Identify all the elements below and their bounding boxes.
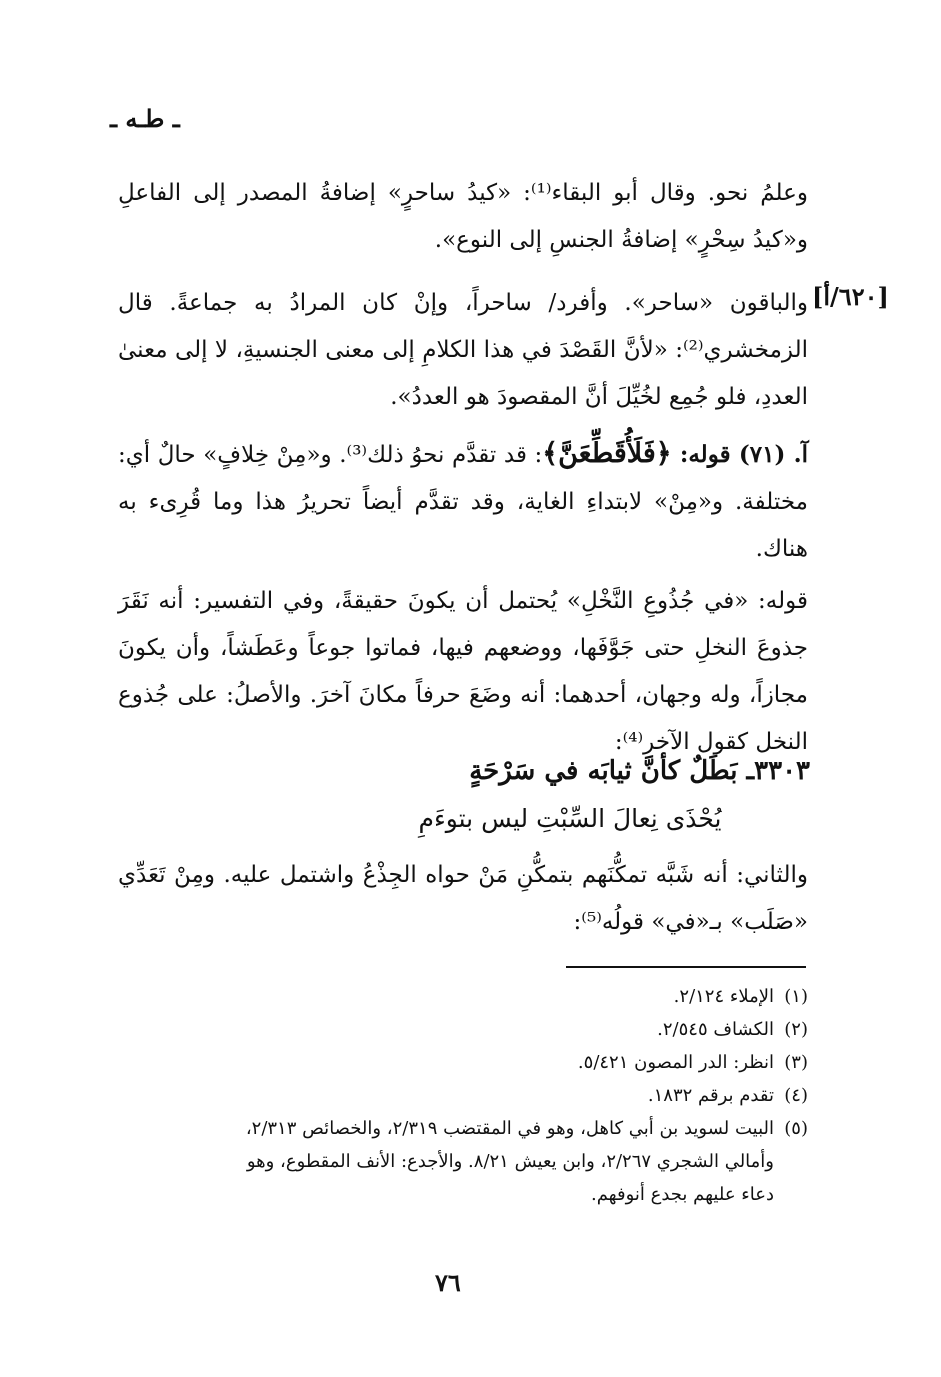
paragraph-2: والباقون «ساحر». وأفرد/ ساحراً، وإنْ كان المرادُ به جماعةً. قال الزمخشري⁽²⁾: «لأنَّ القَصْدَ في هذا الكلامِ إلى معنى الجنسيةِ، لا إلى معنىٰ العددِ، فلو جُمِع لخُيِّلَ أنَّ المقصودَ هو العددُ».	[118, 290, 808, 410]
footnote-5-continuation: وأمالي الشجري ٢/٢٦٧، وابن يعيش ٨/٢١. والأجدع: الأنف المقطوع، وهو	[246, 1151, 774, 1172]
footnote-number: (٥)	[784, 1118, 808, 1139]
footnote-number: (١)	[784, 986, 808, 1007]
footnotes	[118, 980, 808, 1211]
footnote-1	[118, 980, 808, 1013]
running-header: ـ طـه ـ	[110, 104, 180, 133]
footnote-text: انظر: الدر المصون ٥/٤٢١.	[577, 1052, 774, 1073]
footnote-number: (٤)	[784, 1085, 808, 1106]
footnote-2	[118, 1013, 808, 1046]
poem-verse-second-hemistich: يُحْذَى نِعالَ السِّبْتِ ليس بتوءَمِ	[418, 804, 722, 833]
paragraph-3	[118, 430, 808, 573]
poem-verse-first-hemistich: ٣٣٠٣ـ بَطَلٌ كأنَّ ثيابَه في سَرْحَةٍ	[469, 756, 810, 786]
footnote-number: (٢)	[784, 1019, 808, 1040]
paragraph-1: وعلمُ نحو. وقال أبو البقاء⁽¹⁾: «كيدُ ساحرٍ» إضافةُ المصدر إلى الفاعلِ و«كيدُ سِحْرٍ» إضافةُ الجنسِ إلى النوع».	[118, 180, 808, 253]
footnote-5-continuation-2: دعاء عليهم بجدع أنوفهم.	[590, 1184, 774, 1205]
footnote-number: (٣)	[784, 1052, 808, 1073]
paragraph-5: والثاني: أنه شَبَّه تمكُّنَهم بتمكُّنِ مَنْ حواه الجِذْعُ واشتمل عليه. ومِنْ تَعَدِّي «صَلَب» بـ«في» قولُه⁽⁵⁾:	[118, 862, 808, 935]
page-number: ٧٦	[435, 1268, 461, 1297]
quran-citation: ﴿فَلَأُقَطِّعَنَّ﴾	[542, 438, 672, 469]
footnote-separator	[566, 966, 806, 968]
footnote-text: تقدم برقم ١٨٣٢.	[647, 1085, 774, 1106]
footnote-4	[118, 1079, 808, 1112]
verse-reference: آ. (٧١) قوله:	[671, 441, 808, 468]
footnote-3	[118, 1046, 808, 1079]
manuscript-folio-note: [٦٢٠/أ]	[812, 282, 889, 311]
footnote-text: الإملاء ٢/١٢٤.	[673, 986, 774, 1007]
footnote-text: البيت لسويد بن أبي كاهل، وهو في المقتضب ٢/٣١٩، والخصائص ٢/٣١٣،	[245, 1118, 774, 1139]
footnote-text: الكشاف ٢/٥٤٥.	[657, 1019, 774, 1040]
paragraph-4: قوله: «في جُذُوعِ النَّخْلِ» يُحتمل أن يكونَ حقيقةً، وفي التفسير: أنه نَقَرَ جذوعَ النخلِ حتى جَوَّفَها، ووضعهم فيها، فماتوا جوعاً وعَطَشاً، وأن يكونَ مجازاً، وله وجهان، أحدهما: أنه وضَعَ حرفاً مكانَ آخرَ. والأصلُ: على جُذوع النخل كقول الآخر⁽⁴⁾:	[118, 588, 808, 755]
footnote-5	[118, 1112, 808, 1145]
paragraph-3-text: : قد تقدَّم نحوُ ذلك⁽³⁾. و«مِنْ خِلافٍ» حالٌ أي: مختلفة. و«مِنْ» لابتداءِ الغاية، وقد تقدَّم أيضاً تحريرُ هذا وما قُرِىء به هناك.	[118, 442, 808, 562]
